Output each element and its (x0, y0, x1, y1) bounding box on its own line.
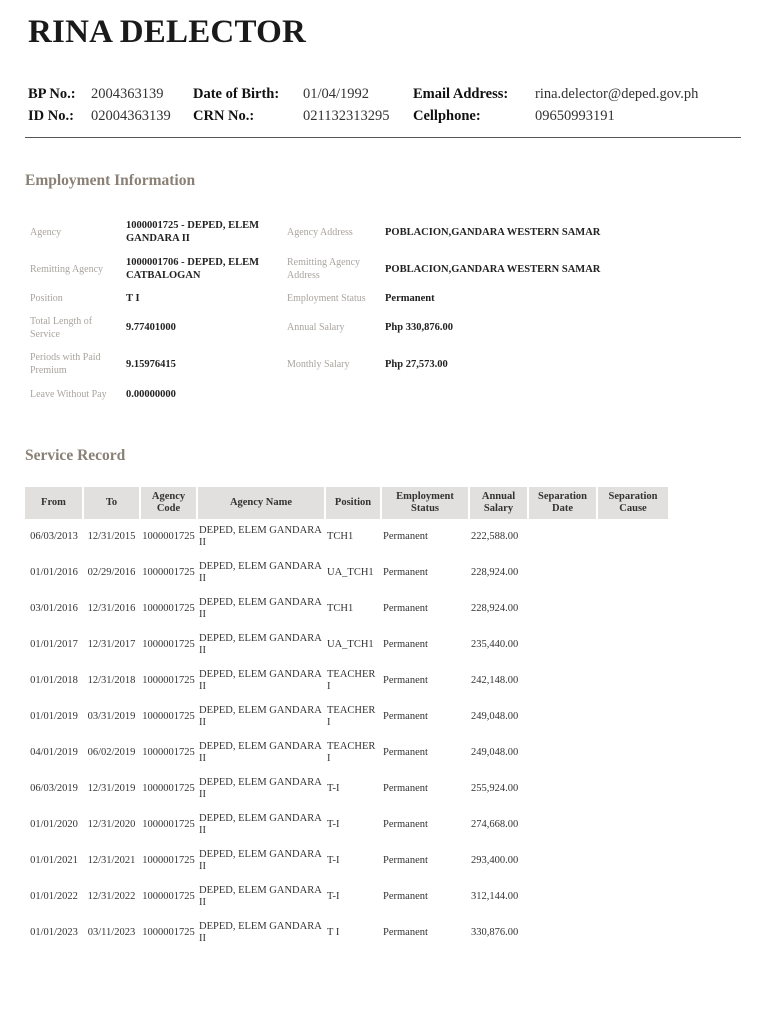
cell-separation-cause (597, 627, 669, 663)
employment-section-title: Employment Information (25, 172, 196, 189)
cell-agency-code: 1000001725 (142, 675, 195, 686)
column-header-separation-date: Separation Date (528, 487, 597, 519)
cell-to: 12/31/2020 (87, 819, 136, 830)
cell-employment-status: Permanent (383, 567, 428, 578)
cell-annual-salary: 274,668.00 (471, 819, 519, 830)
periods-paid-label: Periods with Paid Premium (30, 352, 101, 376)
email-value: rina.delector@deped.gov.ph (535, 86, 699, 102)
cell-separation-cause (597, 879, 669, 915)
cell-separation-date (528, 555, 597, 591)
cell-separation-cause (597, 771, 669, 807)
cellphone-label: Cellphone: (413, 108, 481, 124)
total-length-label: Total Length of Service (30, 316, 93, 340)
leave-without-pay-label: Leave Without Pay (30, 389, 107, 400)
header-divider (25, 137, 741, 138)
cell-annual-salary: 249,048.00 (471, 747, 519, 758)
cell-agency-name: DEPED, ELEM GANDARA II (199, 741, 322, 764)
cell-separation-date (528, 879, 597, 915)
remitting-address-value: POBLACION,GANDARA WESTERN SAMAR (385, 264, 601, 275)
cell-to: 12/31/2019 (87, 783, 136, 794)
table-row (25, 555, 669, 591)
annual-salary-value: Php 330,876.00 (385, 322, 453, 333)
cell-employment-status: Permanent (383, 711, 428, 722)
cell-separation-cause (597, 735, 669, 771)
cell-annual-salary: 228,924.00 (471, 603, 519, 614)
dob-value: 01/04/1992 (303, 86, 370, 102)
remitting-agency-label: Remitting Agency (30, 264, 104, 275)
column-header-position: Position (325, 487, 381, 519)
agency-value: 1000001725 - DEPED, ELEM GANDARA II (126, 220, 260, 244)
cell-position: UA_TCH1 (327, 639, 374, 650)
service-record-rows (25, 519, 669, 951)
cell-position: T-I (327, 891, 340, 902)
service-record-table (25, 487, 670, 951)
cell-from: 06/03/2019 (30, 783, 78, 794)
cell-position: TEACHER I (327, 669, 376, 692)
cell-separation-cause (597, 699, 669, 735)
cell-from: 04/01/2019 (30, 747, 78, 758)
cell-from: 01/01/2020 (30, 819, 78, 830)
column-header-agency-code: Agency Code (140, 487, 197, 519)
remitting-address-label: Remitting Agency Address (287, 257, 361, 281)
cell-agency-code: 1000001725 (142, 531, 195, 542)
cell-agency-code: 1000001725 (142, 819, 195, 830)
cell-agency-name: DEPED, ELEM GANDARA II (199, 885, 322, 908)
table-row (25, 771, 669, 807)
cell-agency-name: DEPED, ELEM GANDARA II (199, 561, 322, 584)
column-header-employment-status: Employment Status (381, 487, 469, 519)
dob-label: Date of Birth: (193, 86, 280, 102)
cell-separation-date (528, 735, 597, 771)
cell-to: 12/31/2022 (87, 891, 136, 902)
cell-from: 01/01/2016 (30, 567, 78, 578)
agency-address-label: Agency Address (287, 227, 353, 238)
bp-label: BP No.: (28, 86, 76, 102)
cell-agency-name: DEPED, ELEM GANDARA II (199, 849, 322, 872)
cell-separation-date (528, 843, 597, 879)
cell-agency-name: DEPED, ELEM GANDARA II (199, 777, 322, 800)
employment-status-value: Permanent (385, 293, 435, 304)
cell-to: 03/31/2019 (87, 711, 136, 722)
cell-agency-name: DEPED, ELEM GANDARA II (199, 669, 322, 692)
total-length-value: 9.77401000 (126, 322, 176, 333)
id-label: ID No.: (28, 108, 74, 124)
cell-separation-cause (597, 915, 669, 951)
cell-employment-status: Permanent (383, 675, 428, 686)
table-row (25, 915, 669, 951)
agency-address-value: POBLACION,GANDARA WESTERN SAMAR (385, 227, 601, 238)
cell-employment-status: Permanent (383, 819, 428, 830)
cell-from: 06/03/2013 (30, 531, 78, 542)
table-row (25, 663, 669, 699)
monthly-salary-value: Php 27,573.00 (385, 359, 448, 370)
cell-separation-date (528, 771, 597, 807)
table-row (25, 519, 669, 555)
cell-agency-code: 1000001725 (142, 927, 195, 938)
cell-employment-status: Permanent (383, 927, 428, 938)
column-header-to: To (83, 487, 140, 519)
cell-to: 12/31/2018 (87, 675, 136, 686)
periods-paid-value: 9.15976415 (126, 359, 176, 370)
table-row (25, 627, 669, 663)
cell-agency-code: 1000001725 (142, 639, 195, 650)
cell-annual-salary: 249,048.00 (471, 711, 519, 722)
cell-to: 12/31/2017 (87, 639, 136, 650)
cell-position: UA_TCH1 (327, 567, 374, 578)
cell-from: 01/01/2023 (30, 927, 78, 938)
cell-agency-name: DEPED, ELEM GANDARA II (199, 525, 322, 548)
member-name: RINA DELECTOR (28, 14, 306, 50)
cell-position: TEACHER I (327, 741, 376, 764)
cell-employment-status: Permanent (383, 747, 428, 758)
cell-separation-cause (597, 663, 669, 699)
cell-position: T-I (327, 783, 340, 794)
cell-agency-name: DEPED, ELEM GANDARA II (199, 633, 322, 656)
cell-to: 12/31/2021 (87, 855, 136, 866)
cell-employment-status: Permanent (383, 639, 428, 650)
cell-separation-date (528, 591, 597, 627)
leave-without-pay-value: 0.00000000 (126, 389, 176, 400)
monthly-salary-label: Monthly Salary (287, 359, 350, 370)
cell-position: T I (327, 927, 340, 938)
agency-label: Agency (30, 227, 62, 238)
annual-salary-label: Annual Salary (287, 322, 345, 333)
cell-from: 01/01/2017 (30, 639, 78, 650)
cell-from: 01/01/2021 (30, 855, 78, 866)
cell-separation-date (528, 699, 597, 735)
crn-value: 021132313295 (303, 108, 390, 124)
cell-to: 02/29/2016 (87, 567, 136, 578)
cell-agency-code: 1000001725 (142, 567, 195, 578)
cell-agency-name: DEPED, ELEM GANDARA II (199, 705, 322, 728)
table-row (25, 843, 669, 879)
column-header-annual-salary: Annual Salary (469, 487, 528, 519)
table-row (25, 807, 669, 843)
cell-to: 06/02/2019 (87, 747, 136, 758)
table-row (25, 879, 669, 915)
column-header-separation-cause: Separation Cause (597, 487, 669, 519)
cellphone-value: 09650993191 (535, 108, 615, 124)
cell-annual-salary: 235,440.00 (471, 639, 519, 650)
email-label: Email Address: (413, 86, 509, 102)
cell-to: 12/31/2015 (87, 531, 136, 542)
cell-separation-date (528, 519, 597, 555)
cell-employment-status: Permanent (383, 855, 428, 866)
cell-annual-salary: 330,876.00 (471, 927, 519, 938)
cell-annual-salary: 293,400.00 (471, 855, 519, 866)
cell-separation-cause (597, 519, 669, 555)
cell-annual-salary: 222,588.00 (471, 531, 519, 542)
cell-position: TCH1 (327, 531, 354, 542)
cell-separation-date (528, 915, 597, 951)
cell-from: 01/01/2022 (30, 891, 78, 902)
cell-separation-cause (597, 555, 669, 591)
position-label: Position (30, 293, 63, 304)
cell-agency-code: 1000001725 (142, 747, 195, 758)
cell-annual-salary: 228,924.00 (471, 567, 519, 578)
cell-employment-status: Permanent (383, 603, 428, 614)
table-header-row (25, 487, 669, 519)
cell-to: 12/31/2016 (87, 603, 136, 614)
position-value: T I (126, 293, 140, 304)
cell-agency-code: 1000001725 (142, 783, 195, 794)
cell-agency-code: 1000001725 (142, 891, 195, 902)
cell-employment-status: Permanent (383, 783, 428, 794)
cell-from: 03/01/2016 (30, 603, 78, 614)
table-row (25, 591, 669, 627)
cell-agency-code: 1000001725 (142, 603, 195, 614)
cell-separation-cause (597, 843, 669, 879)
column-header-from: From (25, 487, 83, 519)
table-row (25, 735, 669, 771)
cell-position: TEACHER I (327, 705, 376, 728)
bp-value: 2004363139 (91, 86, 164, 102)
cell-from: 01/01/2019 (30, 711, 78, 722)
column-header-agency-name: Agency Name (197, 487, 325, 519)
cell-position: TCH1 (327, 603, 354, 614)
remitting-agency-value: 1000001706 - DEPED, ELEM CATBALOGAN (126, 257, 260, 281)
service-record-section-title: Service Record (25, 447, 126, 464)
cell-agency-name: DEPED, ELEM GANDARA II (199, 921, 322, 944)
cell-annual-salary: 312,144.00 (471, 891, 519, 902)
cell-annual-salary: 242,148.00 (471, 675, 519, 686)
cell-separation-date (528, 807, 597, 843)
cell-to: 03/11/2023 (87, 927, 136, 938)
table-row (25, 699, 669, 735)
employment-status-label: Employment Status (287, 293, 366, 304)
cell-separation-cause (597, 591, 669, 627)
cell-separation-date (528, 627, 597, 663)
cell-separation-date (528, 663, 597, 699)
cell-agency-code: 1000001725 (142, 711, 195, 722)
cell-position: T-I (327, 855, 340, 866)
cell-employment-status: Permanent (383, 531, 428, 542)
cell-separation-cause (597, 807, 669, 843)
cell-position: T-I (327, 819, 340, 830)
cell-employment-status: Permanent (383, 891, 428, 902)
id-value: 02004363139 (91, 108, 171, 124)
crn-label: CRN No.: (193, 108, 255, 124)
cell-agency-code: 1000001725 (142, 855, 195, 866)
cell-agency-name: DEPED, ELEM GANDARA II (199, 813, 322, 836)
cell-agency-name: DEPED, ELEM GANDARA II (199, 597, 322, 620)
cell-annual-salary: 255,924.00 (471, 783, 519, 794)
cell-from: 01/01/2018 (30, 675, 78, 686)
